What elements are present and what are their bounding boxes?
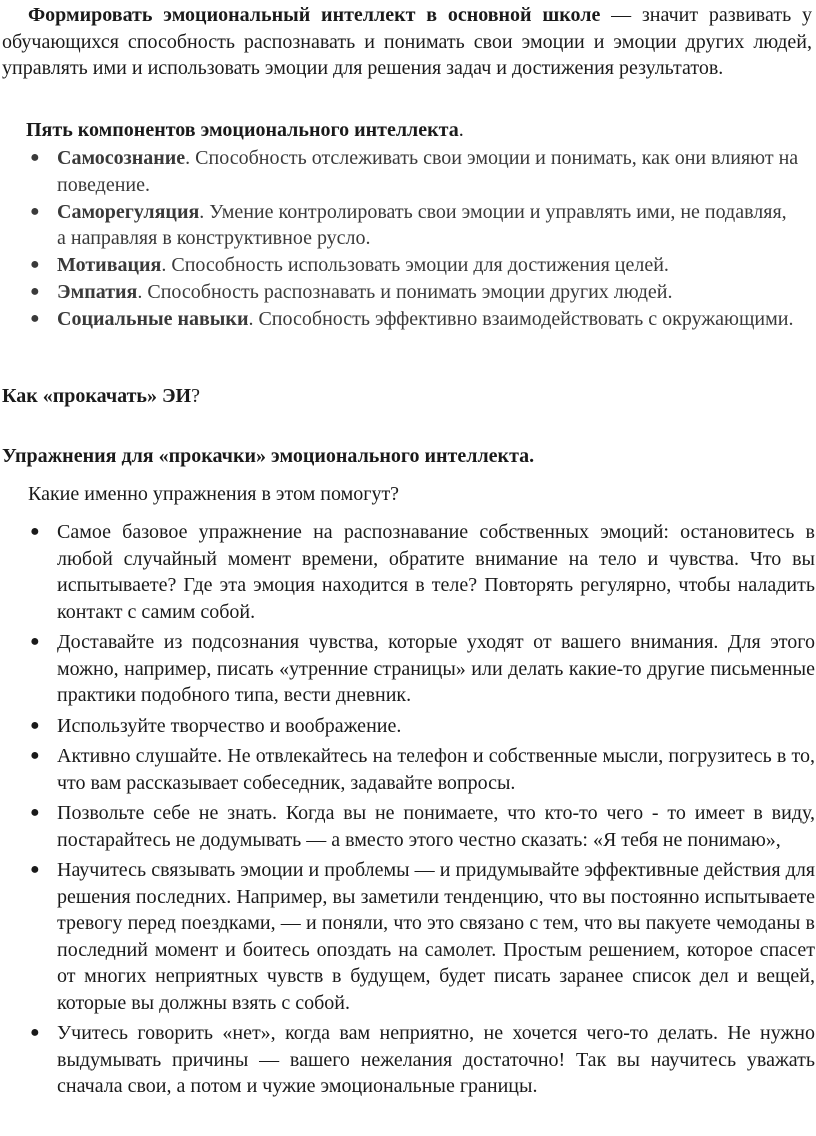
components-title: Пять компонентов эмоционального интеллекта. (26, 119, 464, 141)
bullet-icon: ● (30, 202, 40, 220)
bullet-icon: ● (30, 804, 40, 821)
component-text: . Способность распознавать и понимать эмоции других людей. (137, 281, 673, 303)
intro-paragraph (2, 2, 812, 82)
list-item (0, 519, 815, 625)
list-item (0, 629, 815, 709)
bullet-icon: ● (30, 310, 40, 327)
list-item (0, 857, 815, 1016)
component-term: Мотивация (57, 254, 162, 276)
exercises-question: Какие именно упражнения в этом помогут? (28, 483, 400, 505)
bullet-icon: ● (30, 747, 40, 764)
bullet-icon: ● (30, 716, 40, 734)
exercise-text: Научитесь связывать эмоции и проблемы — и придумывайте эффективные действия для решения последних. Например, вы заметили тенденцию, что вы постоянно испытываете тревогу перед поездками, — и поняли, что это связано с тем, что вы пакуете чемоданы в последний момент и боитесь опоздать на самолет. Простым решением, которое спасет от многих неприятных чувств в будущем, будет писать заранее список дел и вещей, которые вы должны взять с собой. (57, 859, 815, 1014)
list-item (0, 1020, 815, 1100)
list-item (0, 800, 815, 853)
list-item (0, 252, 800, 279)
exercise-text: Учитесь говорить «нет», когда вам неприятно, не хочется чего-то делать. Не нужно выдумывать причины — вашего нежелания достаточно! Так вы научитесь уважать сначала свои, а потом и чужие эмоциональные границы. (57, 1022, 815, 1097)
list-item (0, 306, 800, 333)
list-item (0, 199, 800, 252)
component-text: . Способность использовать эмоции для достижения целей. (161, 254, 669, 276)
exercise-text: Позвольте себе не знать. Когда вы не понимаете, что кто-то чего - то имеет в виду, постарайтесь не додумывать — а вместо этого честно сказать: «Я тебя не понимаю», (57, 802, 815, 851)
component-text: . Умение контролировать свои эмоции и управлять ими, не подавляя, а направляя в конструктивное русло. (57, 200, 787, 249)
component-term: Эмпатия (57, 281, 138, 303)
bullet-icon: ● (30, 149, 40, 166)
exercise-text: Активно слушайте. Не отвлекайтесь на телефон и собственные мысли, погрузитесь в то, что вам рассказывает собеседник, задавайте вопросы. (57, 745, 815, 794)
exercises-list (0, 519, 815, 1104)
exercise-text: Используйте творчество и воображение. (57, 714, 402, 737)
component-term: Саморегуляция (57, 200, 200, 223)
list-item (0, 713, 815, 740)
bullet-icon: ● (30, 1024, 40, 1041)
component-text: . Способность отслеживать свои эмоции и понимать, как они влияют на поведение. (57, 147, 799, 196)
list-item (0, 743, 815, 796)
bullet-icon: ● (30, 633, 40, 650)
component-term: Социальные навыки (57, 308, 249, 330)
exercise-text: Самое базовое упражнение на распознавание собственных эмоций: остановитесь в любой случайный момент времени, обратите внимание на тело и чувства. Что вы испытываете? Где эта эмоция находится в теле? Повторять регулярно, чтобы наладить контакт с самим собой. (57, 521, 815, 623)
heading-exercises: Упражнения для «прокачки» эмоционального интеллекта. (2, 445, 535, 467)
exercise-text: Доставайте из подсознания чувства, которые уходят от вашего внимания. Для этого можно, например, писать «утренние страницы» или делать какие-то другие письменные практики подобного типа, вести дневник. (57, 631, 815, 706)
bullet-icon: ● (30, 861, 40, 878)
bullet-icon: ● (30, 256, 40, 273)
intro-bold: Формировать эмоциональный интеллект в основной школе (28, 4, 601, 26)
heading-pump-ei: Как «прокачать» ЭИ? (2, 385, 201, 407)
list-item (0, 145, 800, 198)
component-term: Самосознание (57, 147, 186, 169)
component-text: . Способность эффективно взаимодействовать с окружающими. (248, 308, 794, 330)
list-item (0, 279, 800, 306)
bullet-icon: ● (30, 283, 40, 300)
intro-text: — значит развивать у обучающихся способность распознавать и понимать свои эмоции и эмоции других людей, управлять ими и использовать эмоции для решения задач и достижения результатов. (2, 4, 812, 79)
bullet-icon: ● (30, 523, 40, 540)
components-list (0, 145, 800, 333)
